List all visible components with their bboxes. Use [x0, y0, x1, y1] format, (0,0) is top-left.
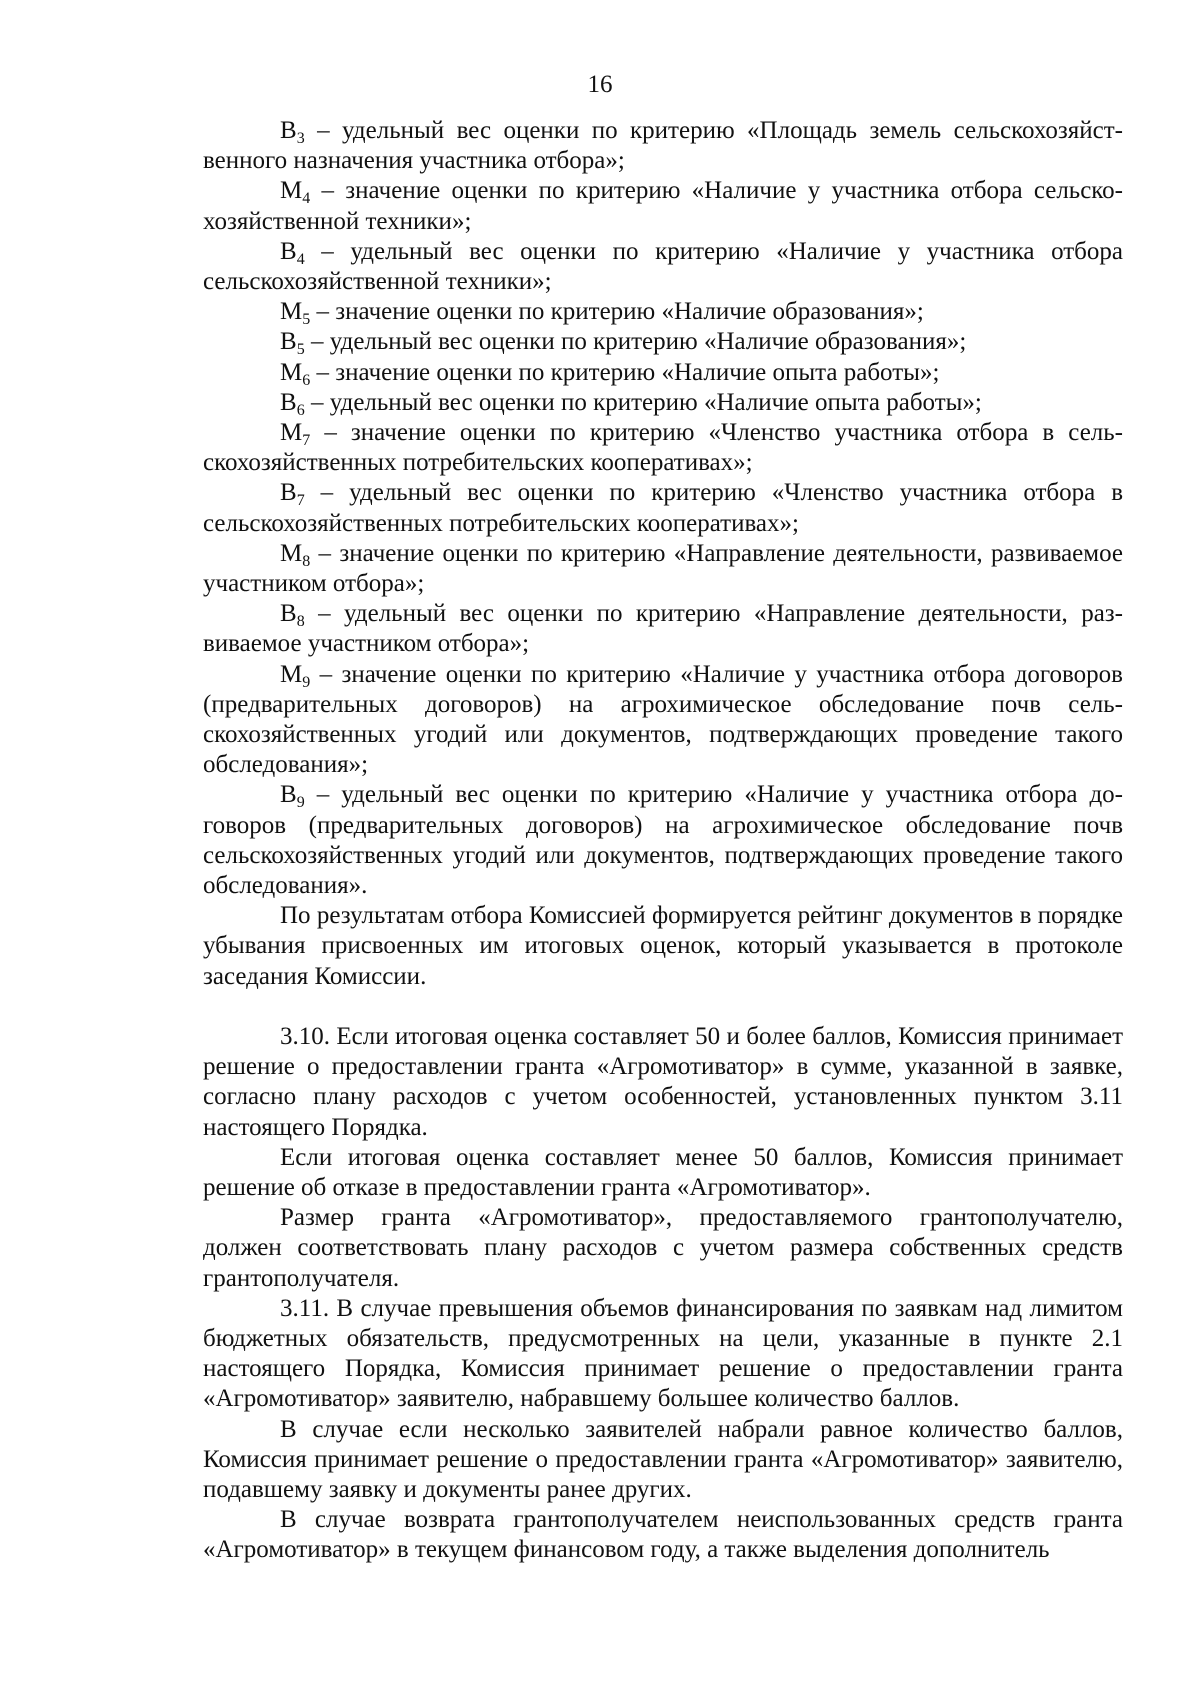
paragraph-equal-score	[203, 1415, 1123, 1506]
subscript: 9	[302, 673, 311, 691]
paragraph-text: – значение оценки по критерию «Членство участника отбора в сельскохозяйственных потребительских кооперативах»;	[203, 419, 1123, 477]
paragraph-b5	[203, 327, 1123, 357]
subscript: 6	[302, 371, 311, 389]
symbol: М	[280, 660, 303, 688]
page-number: 16	[587, 71, 613, 98]
symbol: В	[280, 479, 297, 507]
symbol: М	[280, 539, 303, 567]
paragraph-b6	[203, 388, 1123, 418]
paragraph-text: – значение оценки по критерию «Наличие опыта работы»;	[310, 358, 940, 386]
paragraph-m4	[203, 176, 1123, 236]
paragraph-b9	[203, 780, 1123, 901]
subscript: 5	[302, 311, 311, 329]
paragraph-b8	[203, 599, 1123, 659]
symbol: В	[280, 237, 297, 265]
paragraph-text: – удельный вес оценки по критерию «Площадь земель сельскохозяйственного назначения участника отбора»;	[203, 117, 1123, 175]
subscript: 6	[296, 401, 305, 419]
paragraph-b7	[203, 478, 1123, 538]
paragraph-text: – значение оценки по критерию «Наличие образования»;	[310, 298, 924, 326]
paragraph-grant-size	[203, 1203, 1123, 1294]
paragraph-text: – значение оценки по критерию «Наличие у участника отбора сельскохозяйственной техники»;	[203, 177, 1123, 235]
paragraph-b4	[203, 237, 1123, 297]
subscript: 4	[296, 250, 305, 268]
subscript: 5	[296, 341, 305, 359]
paragraph-text: – удельный вес оценки по критерию «Наличие у участника отбора сельскохозяйственной техники»;	[203, 237, 1123, 296]
subscript: 8	[302, 552, 311, 570]
subscript: 9	[296, 794, 305, 812]
subscript: 4	[302, 190, 311, 208]
subscript: 3	[296, 130, 305, 147]
paragraph-3-10	[203, 1022, 1123, 1143]
paragraph-text: – удельный вес оценки по критерию «Наличие образования»;	[304, 328, 967, 356]
symbol: М	[280, 419, 303, 447]
paragraph-m8	[203, 539, 1123, 599]
paragraph-text: 3.11. В случае превышения объемов финансирования по заявкам над лимитом бюджетных обязательств, предусмотренных на цели, указанные в пункте 2.1 настоящего Порядка, Комиссия принимает решение о предоставлении гранта «Агромотиватор» заявителю, набравшему большее количество баллов.	[203, 1294, 1123, 1413]
paragraph-text: Если итоговая оценка составляет менее 50 баллов, Комиссия принимает решение об отказе в предоставлении гранта «Агромотиватор».	[203, 1143, 1123, 1201]
symbol: М	[280, 298, 303, 326]
paragraph-return-funds	[203, 1505, 1123, 1565]
symbol: В	[280, 600, 297, 628]
paragraph-refusal	[203, 1143, 1123, 1203]
symbol: В	[280, 328, 297, 356]
paragraph-text: – удельный вес оценки по критерию «Направление деятельности, развиваемое участником отбора»;	[203, 600, 1123, 658]
paragraph-m9	[203, 660, 1123, 781]
paragraph-text: – удельный вес оценки по критерию «Наличие опыта работы»;	[304, 388, 982, 416]
symbol: В	[280, 781, 297, 809]
paragraph-text: 3.10. Если итоговая оценка составляет 50 и более баллов, Комиссия принимает решение о предоставлении гранта «Агромотиватор» в сумме, указанной в заявке, согласно плану расходов с учетом особенностей, установленных пунктом 3.11 настоящего Порядка.	[203, 1022, 1123, 1141]
symbol: В	[280, 388, 297, 416]
symbol: В	[280, 117, 297, 144]
document-body	[203, 116, 1123, 1566]
paragraph-text: – удельный вес оценки по критерию «Членство участника отбора в сельскохозяйственных потребительских кооперативах»;	[203, 479, 1123, 537]
paragraph-b3	[203, 116, 1123, 176]
paragraph-text: – значение оценки по критерию «Направление деятельности, развиваемое участником отбора»;	[203, 539, 1123, 598]
paragraph-m5	[203, 297, 1123, 327]
paragraph-m6	[203, 358, 1123, 388]
paragraph-3-11	[203, 1294, 1123, 1415]
subscript: 7	[302, 432, 311, 450]
symbol: М	[280, 177, 303, 205]
paragraph-text: – значение оценки по критерию «Наличие у участника отбора договоров (предварительных договоров) на агрохимическое обследование почв сельскохозяйственных угодий или документов, подтверждающих проведение такого обследования»;	[203, 660, 1123, 779]
paragraph-text: Размер гранта «Агромотиватор», предоставляемого грантополучателю, должен соответствовать плану расходов с учетом размера собственных средств грантополучателя.	[203, 1204, 1123, 1292]
paragraph-rating	[203, 901, 1123, 992]
paragraph-text: В случае если несколько заявителей набрали равное количество баллов, Комиссия принимает решение о предоставлении гранта «Агромотиватор» заявителю, подавшему заявку и документы ранее других.	[203, 1415, 1123, 1503]
paragraph-text: – удельный вес оценки по критерию «Наличие у участника отбора договоров (предварительных договоров) на агрохимическое обследование почв сельскохозяйственных угодий или документов, подтверждающих проведение такого обследования».	[203, 781, 1123, 900]
subscript: 7	[296, 492, 305, 510]
paragraph-m7	[203, 418, 1123, 478]
symbol: М	[280, 358, 303, 386]
paragraph-text: В случае возврата грантополучателем неиспользованных средств гранта «Агромотиватор» в текущем финансовом году, а также выделения дополнитель	[203, 1506, 1123, 1564]
subscript: 8	[296, 613, 305, 631]
paragraph-text: По результатам отбора Комиссией формируется рейтинг документов в порядке убывания присвоенных им итоговых оценок, который указывается в протоколе заседания Комиссии.	[203, 902, 1123, 990]
